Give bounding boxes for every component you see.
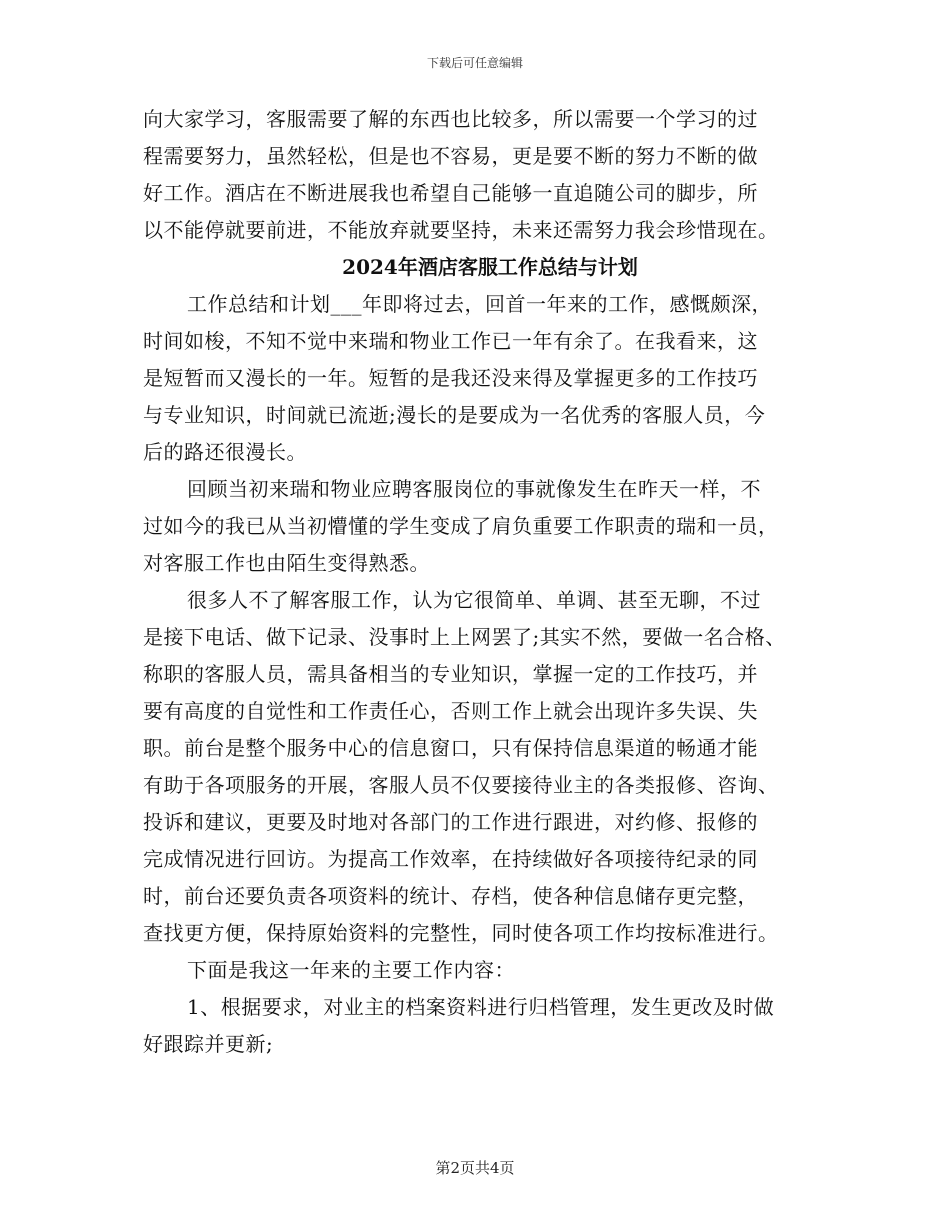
body-text-line: 职。前台是整个服务中心的信息窗口，只有保持信息渠道的畅通才能	[143, 736, 758, 760]
document-body	[143, 104, 823, 1066]
body-text-line: 向大家学习，客服需要了解的东西也比较多，所以需要一个学习的过	[143, 107, 758, 131]
body-text-line: 好工作。酒店在不断进展我也希望自己能够一直追随公司的脚步，所	[143, 181, 758, 205]
body-text-line: 有助于各项服务的开展，客服人员不仅要接待业主的各类报修、咨询、	[143, 773, 779, 797]
body-text-line: 完成情况进行回访。为提高工作效率，在持续做好各项接待纪录的同	[143, 847, 758, 871]
page-header: 下载后可任意编辑	[426, 56, 523, 70]
body-text-line: 工作总结和计划___年即将过去，回首一年来的工作，感慨颇深，	[187, 292, 772, 316]
body-text-line: 后的路还很漫长。	[143, 440, 307, 464]
body-text-line: 好跟踪并更新;	[143, 1032, 274, 1056]
body-text-line: 称职的客服人员，需具备相当的专业知识，掌握一定的工作技巧，并	[143, 662, 758, 686]
body-text-line: 是接下电话、做下记录、没事时上上网罢了;其实不然，要做一名合格、	[143, 625, 786, 649]
body-text-line: 程需要努力，虽然轻松，但是也不容易，更是要不断的努力不断的做	[143, 144, 758, 168]
body-text-line: 时，前台还要负责各项资料的统计、存档，使各种信息储存更完整，	[143, 884, 758, 908]
body-text-line: 下面是我这一年来的主要工作内容：	[187, 958, 515, 982]
body-text-line: 对客服工作也由陌生变得熟悉。	[143, 551, 430, 575]
body-text-line: 1、根据要求，对业主的档案资料进行归档管理，发生更改及时做	[187, 995, 775, 1019]
body-text-line: 很多人不了解客服工作，认为它很简单、单调、甚至无聊，不过	[187, 588, 761, 612]
body-text-line: 要有高度的自觉性和工作责任心，否则工作上就会出现许多失误、失	[143, 699, 758, 723]
body-text-line: 是短暂而又漫长的一年。短暂的是我还没来得及掌握更多的工作技巧	[143, 366, 758, 390]
body-text-line: 以不能停就要前进，不能放弃就要坚持，未来还需努力我会珍惜现在。	[143, 218, 779, 242]
body-text-line: 过如今的我已从当初懵懂的学生变成了肩负重要工作职责的瑞和一员，	[143, 514, 779, 538]
page-footer: 第2页共4页	[435, 1159, 515, 1177]
section-title: 2024年酒店客服工作总结与计划	[342, 255, 638, 279]
body-text-line: 回顾当初来瑞和物业应聘客服岗位的事就像发生在昨天一样，不	[187, 477, 761, 501]
body-text-line: 查找更方便，保持原始资料的完整性，同时使各项工作均按标准进行。	[143, 921, 779, 945]
body-text-line: 与专业知识，时间就已流逝;漫长的是要成为一名优秀的客服人员，今	[143, 403, 766, 427]
body-text-line: 时间如梭，不知不觉中来瑞和物业工作已一年有余了。在我看来，这	[143, 329, 758, 353]
body-text-line: 投诉和建议，更要及时地对各部门的工作进行跟进，对约修、报修的	[143, 810, 758, 834]
